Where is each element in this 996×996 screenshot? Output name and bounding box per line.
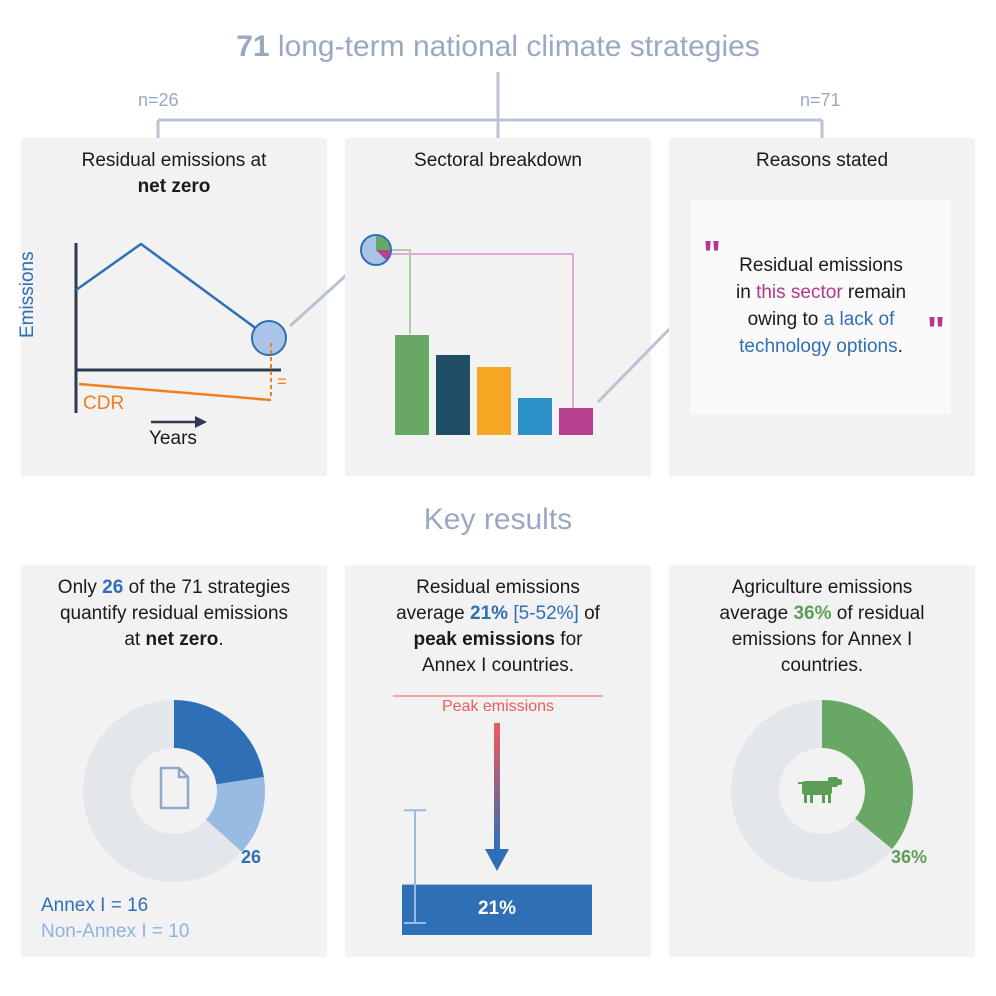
peak-emissions-label: Peak emissions	[441, 698, 555, 715]
quote-line4-b: .	[897, 336, 903, 357]
quote-box	[691, 200, 951, 414]
quote-text	[691, 252, 951, 360]
donut-annex-segment	[174, 700, 264, 784]
title-line1: Residual emissions at	[81, 150, 267, 171]
y-axis-label: Emissions	[17, 251, 38, 338]
strategy-count: 71	[236, 30, 270, 63]
legend-annex: Annex I = 16	[41, 895, 149, 916]
residual-bar-label: 21%	[477, 898, 517, 919]
sector-bar-4	[518, 398, 552, 435]
header-bracket	[0, 0, 996, 140]
quote-line3	[691, 306, 951, 333]
quote-line3-b: a lack of	[823, 309, 895, 330]
gradient-arrow-shaft	[494, 723, 500, 851]
result2-line1: Residual emissions	[416, 577, 580, 598]
r2-t3: 21%	[470, 603, 509, 624]
title-text: long-term national climate strategies	[269, 30, 760, 63]
title-line2: net zero	[137, 176, 211, 197]
r3-t3: 36%	[793, 603, 832, 624]
quote-line2-c: remain	[842, 282, 907, 303]
key-results-title: Key results	[423, 503, 573, 536]
panel-sectoral-title: Sectoral breakdown	[414, 150, 582, 171]
result3-line3: emissions for Annex I	[731, 629, 913, 650]
r3-t4: of residual	[831, 603, 925, 624]
agriculture-donut	[669, 565, 975, 957]
r2-t4: [5-52%]	[508, 603, 579, 624]
r2-t7: for	[555, 629, 583, 650]
equals-sign: =	[277, 372, 287, 391]
sector-bar-3	[477, 367, 511, 435]
result3-line1: Agriculture emissions	[731, 577, 913, 598]
r2-t2: average	[396, 603, 471, 624]
panel-reasons-title: Reasons stated	[755, 150, 889, 171]
n-right-label: n=71	[800, 90, 841, 110]
r1-t1: Only	[57, 577, 103, 598]
quote-open-icon: "	[703, 234, 722, 276]
r3-t2: average	[719, 603, 794, 624]
quote-line4-a: technology options	[739, 336, 898, 357]
r1-t5: at	[124, 629, 146, 650]
sector-bar-2	[436, 355, 470, 435]
sector-bar-1	[395, 335, 429, 435]
r1-t6: net zero	[145, 629, 219, 650]
panel-result-agriculture	[669, 565, 975, 957]
emissions-line	[76, 244, 269, 338]
cow-icon	[798, 777, 842, 803]
document-icon	[161, 768, 188, 808]
quote-line4	[691, 333, 951, 360]
quote-line3-a: owing to	[747, 309, 824, 330]
r2-t6: peak emissions	[413, 629, 556, 650]
quote-line2-b: this sector	[756, 282, 843, 303]
panel-result-quantify	[21, 565, 327, 957]
legend-nonannex: Non-Annex I = 10	[41, 921, 190, 942]
x-axis-label: Years	[149, 428, 197, 449]
years-arrow-icon	[195, 416, 207, 428]
sector-bar-5	[559, 408, 593, 435]
cdr-label: CDR	[83, 393, 125, 414]
quote-line1: Residual emissions	[739, 255, 903, 276]
panel-reasons	[669, 138, 975, 476]
donut-count-label: 26	[241, 847, 262, 867]
r1-t7: .	[218, 629, 224, 650]
result3-line4: countries.	[780, 655, 864, 676]
result2-line4: Annex I countries.	[421, 655, 575, 676]
donut-percent-label: 36%	[891, 847, 928, 867]
result1-line2: quantify residual emissions	[59, 603, 289, 624]
r2-t5: of	[578, 603, 600, 624]
quote-line2-a: in	[735, 282, 757, 303]
donut-agriculture-segment	[822, 700, 913, 849]
quote-close-icon: "	[927, 310, 946, 352]
r1-t2: 26	[102, 577, 124, 598]
down-arrow-icon	[485, 849, 509, 871]
n-left-label: n=26	[138, 90, 179, 110]
quote-line2	[691, 279, 951, 306]
r1-t3: of the 71 strategies	[123, 577, 291, 598]
panel-result-peak	[345, 565, 651, 957]
